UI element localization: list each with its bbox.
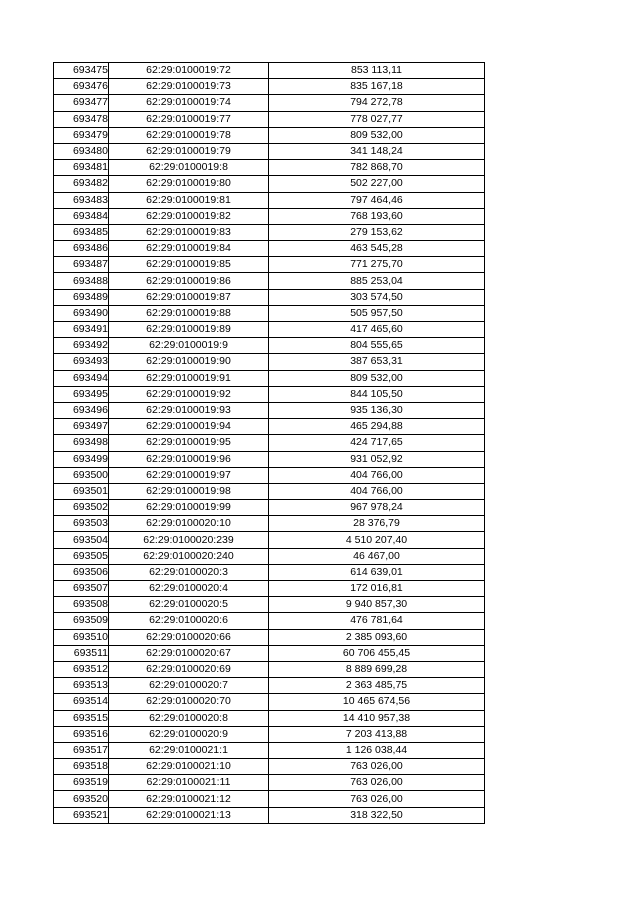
table-row [54,678,485,694]
row-id-cell: 693518 [54,759,109,775]
row-id-cell: 693501 [54,483,109,499]
table-row [54,645,485,661]
row-id-cell: 693505 [54,548,109,564]
row-id-cell: 693481 [54,160,109,176]
row-id-cell: 693497 [54,419,109,435]
value-cell: 424 717,65 [269,435,485,451]
table-row [54,95,485,111]
value-cell: 853 113,11 [269,63,485,79]
value-cell: 794 272,78 [269,95,485,111]
table-row [54,532,485,548]
table-row [54,402,485,418]
table-row [54,742,485,758]
row-id-cell: 693514 [54,694,109,710]
value-cell: 8 889 699,28 [269,661,485,677]
value-cell: 279 153,62 [269,224,485,240]
cadastral-number-cell: 62:29:0100019:88 [109,305,269,321]
table-row [54,63,485,79]
row-id-cell: 693508 [54,597,109,613]
value-cell: 967 978,24 [269,500,485,516]
table-row [54,516,485,532]
table-row [54,386,485,402]
value-cell: 404 766,00 [269,467,485,483]
table-row [54,419,485,435]
cadastral-number-cell: 62:29:0100020:6 [109,613,269,629]
table-row [54,354,485,370]
cadastral-number-cell: 62:29:0100019:89 [109,322,269,338]
table-row [54,208,485,224]
cadastral-number-cell: 62:29:0100019:86 [109,273,269,289]
row-id-cell: 693504 [54,532,109,548]
value-cell: 835 167,18 [269,79,485,95]
row-id-cell: 693521 [54,807,109,823]
row-id-cell: 693475 [54,63,109,79]
value-cell: 318 322,50 [269,807,485,823]
cadastral-number-cell: 62:29:0100020:70 [109,694,269,710]
table-row [54,564,485,580]
row-id-cell: 693519 [54,775,109,791]
table-row [54,597,485,613]
value-cell: 2 385 093,60 [269,629,485,645]
table-row [54,791,485,807]
value-cell: 502 227,00 [269,176,485,192]
table-row [54,807,485,823]
row-id-cell: 693480 [54,143,109,159]
cadastral-number-cell: 62:29:0100019:90 [109,354,269,370]
row-id-cell: 693492 [54,338,109,354]
value-cell: 885 253,04 [269,273,485,289]
cadastral-number-cell: 62:29:0100019:92 [109,386,269,402]
row-id-cell: 693494 [54,370,109,386]
table-row [54,435,485,451]
value-cell: 404 766,00 [269,483,485,499]
row-id-cell: 693487 [54,257,109,273]
row-id-cell: 693509 [54,613,109,629]
table-row [54,305,485,321]
cadastral-number-cell: 62:29:0100019:82 [109,208,269,224]
table-body [54,63,485,824]
cadastral-number-cell: 62:29:0100019:9 [109,338,269,354]
value-cell: 763 026,00 [269,791,485,807]
row-id-cell: 693489 [54,289,109,305]
table-row [54,467,485,483]
cadastral-number-cell: 62:29:0100020:4 [109,581,269,597]
value-cell: 28 376,79 [269,516,485,532]
cadastral-number-cell: 62:29:0100021:10 [109,759,269,775]
value-cell: 505 957,50 [269,305,485,321]
cadastral-number-cell: 62:29:0100021:1 [109,742,269,758]
cadastral-number-cell: 62:29:0100019:95 [109,435,269,451]
table-row [54,629,485,645]
table-row [54,176,485,192]
cadastral-number-cell: 62:29:0100019:80 [109,176,269,192]
value-cell: 797 464,46 [269,192,485,208]
table-row [54,661,485,677]
value-cell: 7 203 413,88 [269,726,485,742]
value-cell: 476 781,64 [269,613,485,629]
cadastral-number-cell: 62:29:0100019:87 [109,289,269,305]
row-id-cell: 693506 [54,564,109,580]
value-cell: 46 467,00 [269,548,485,564]
table-row [54,273,485,289]
value-cell: 60 706 455,45 [269,645,485,661]
row-id-cell: 693503 [54,516,109,532]
table-row [54,111,485,127]
table-row [54,143,485,159]
cadastral-number-cell: 62:29:0100020:9 [109,726,269,742]
row-id-cell: 693499 [54,451,109,467]
cadastral-number-cell: 62:29:0100019:99 [109,500,269,516]
value-cell: 465 294,88 [269,419,485,435]
row-id-cell: 693507 [54,581,109,597]
row-id-cell: 693483 [54,192,109,208]
table-row [54,500,485,516]
table-row [54,581,485,597]
cadastral-number-cell: 62:29:0100020:69 [109,661,269,677]
value-cell: 778 027,77 [269,111,485,127]
row-id-cell: 693513 [54,678,109,694]
value-cell: 809 532,00 [269,370,485,386]
row-id-cell: 693485 [54,224,109,240]
cadastral-number-cell: 62:29:0100020:67 [109,645,269,661]
row-id-cell: 693484 [54,208,109,224]
table-row [54,241,485,257]
cadastral-number-cell: 62:29:0100019:85 [109,257,269,273]
row-id-cell: 693516 [54,726,109,742]
table-row [54,548,485,564]
cadastral-number-cell: 62:29:0100020:8 [109,710,269,726]
row-id-cell: 693495 [54,386,109,402]
cadastral-number-cell: 62:29:0100019:81 [109,192,269,208]
table-row [54,224,485,240]
table-row [54,613,485,629]
row-id-cell: 693478 [54,111,109,127]
value-cell: 2 363 485,75 [269,678,485,694]
value-cell: 809 532,00 [269,127,485,143]
cadastral-number-cell: 62:29:0100019:8 [109,160,269,176]
row-id-cell: 693476 [54,79,109,95]
cadastral-number-cell: 62:29:0100021:12 [109,791,269,807]
table-row [54,322,485,338]
table-row [54,451,485,467]
value-cell: 782 868,70 [269,160,485,176]
table-row [54,694,485,710]
value-cell: 935 136,30 [269,402,485,418]
row-id-cell: 693482 [54,176,109,192]
row-id-cell: 693486 [54,241,109,257]
value-cell: 10 465 674,56 [269,694,485,710]
table-row [54,775,485,791]
cadastral-number-cell: 62:29:0100019:93 [109,402,269,418]
row-id-cell: 693493 [54,354,109,370]
row-id-cell: 693510 [54,629,109,645]
cadastral-number-cell: 62:29:0100019:83 [109,224,269,240]
value-cell: 763 026,00 [269,759,485,775]
table-row [54,289,485,305]
value-cell: 417 465,60 [269,322,485,338]
value-cell: 931 052,92 [269,451,485,467]
value-cell: 463 545,28 [269,241,485,257]
cadastral-number-cell: 62:29:0100020:239 [109,532,269,548]
value-cell: 9 940 857,30 [269,597,485,613]
row-id-cell: 693498 [54,435,109,451]
table-row [54,726,485,742]
row-id-cell: 693512 [54,661,109,677]
table-row [54,759,485,775]
table-row [54,79,485,95]
row-id-cell: 693477 [54,95,109,111]
table-row [54,483,485,499]
row-id-cell: 693515 [54,710,109,726]
row-id-cell: 693511 [54,645,109,661]
row-id-cell: 693479 [54,127,109,143]
value-cell: 771 275,70 [269,257,485,273]
row-id-cell: 693520 [54,791,109,807]
value-cell: 14 410 957,38 [269,710,485,726]
cadastral-number-cell: 62:29:0100020:66 [109,629,269,645]
value-cell: 614 639,01 [269,564,485,580]
value-cell: 844 105,50 [269,386,485,402]
cadastral-number-cell: 62:29:0100020:5 [109,597,269,613]
table-row [54,192,485,208]
table-row [54,370,485,386]
value-cell: 768 193,60 [269,208,485,224]
cadastral-number-cell: 62:29:0100021:11 [109,775,269,791]
cadastral-number-cell: 62:29:0100021:13 [109,807,269,823]
value-cell: 804 555,65 [269,338,485,354]
table-row [54,257,485,273]
cadastral-number-cell: 62:29:0100019:78 [109,127,269,143]
row-id-cell: 693517 [54,742,109,758]
table-row [54,127,485,143]
table-row [54,160,485,176]
table-row [54,710,485,726]
value-cell: 387 653,31 [269,354,485,370]
cadastral-number-cell: 62:29:0100020:240 [109,548,269,564]
row-id-cell: 693500 [54,467,109,483]
cadastral-value-table [53,62,485,824]
cadastral-number-cell: 62:29:0100019:79 [109,143,269,159]
cadastral-number-cell: 62:29:0100019:73 [109,79,269,95]
table-row [54,338,485,354]
cadastral-number-cell: 62:29:0100020:10 [109,516,269,532]
cadastral-number-cell: 62:29:0100019:94 [109,419,269,435]
value-cell: 4 510 207,40 [269,532,485,548]
cadastral-number-cell: 62:29:0100019:98 [109,483,269,499]
row-id-cell: 693502 [54,500,109,516]
value-cell: 172 016,81 [269,581,485,597]
cadastral-number-cell: 62:29:0100019:84 [109,241,269,257]
cadastral-number-cell: 62:29:0100019:77 [109,111,269,127]
cadastral-number-cell: 62:29:0100019:96 [109,451,269,467]
value-cell: 763 026,00 [269,775,485,791]
cadastral-number-cell: 62:29:0100019:97 [109,467,269,483]
cadastral-number-cell: 62:29:0100020:3 [109,564,269,580]
row-id-cell: 693488 [54,273,109,289]
cadastral-number-cell: 62:29:0100019:74 [109,95,269,111]
value-cell: 341 148,24 [269,143,485,159]
cadastral-number-cell: 62:29:0100020:7 [109,678,269,694]
row-id-cell: 693496 [54,402,109,418]
row-id-cell: 693491 [54,322,109,338]
cadastral-number-cell: 62:29:0100019:91 [109,370,269,386]
value-cell: 303 574,50 [269,289,485,305]
value-cell: 1 126 038,44 [269,742,485,758]
row-id-cell: 693490 [54,305,109,321]
cadastral-number-cell: 62:29:0100019:72 [109,63,269,79]
